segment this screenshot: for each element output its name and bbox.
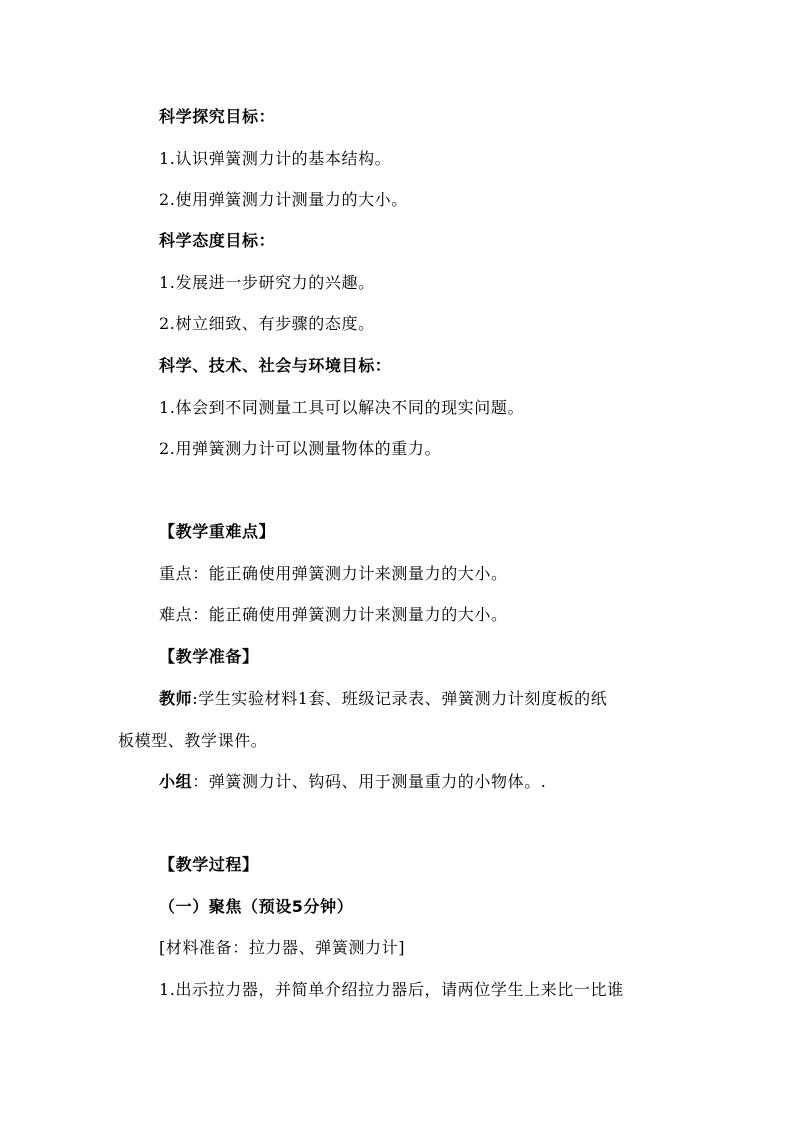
group-materials-text: ：弹簧测力计、钩码、用于测量重力的小物体。. xyxy=(192,772,547,791)
materials-preparation: [材料准备：拉力器、弹簧测力计] xyxy=(159,938,406,957)
process-heading: 【教学过程】 xyxy=(159,855,259,874)
teacher-materials-text: :学生实验材料1套、班级记录表、弹簧测力计刻度板的纸 xyxy=(192,689,608,708)
preparation-heading: 【教学准备】 xyxy=(159,647,259,666)
preparation-teacher-line xyxy=(159,688,607,710)
attitude-objectives-heading: 科学态度目标： xyxy=(159,231,276,250)
process-section-1-heading: （一）聚焦（预设5分钟） xyxy=(159,897,354,916)
teacher-label: 教师 xyxy=(159,689,193,708)
key-point-focus: 重点：能正确使用弹簧测力计来测量力的大小。 xyxy=(159,564,508,583)
group-label: 小组 xyxy=(159,772,193,791)
preparation-group-line xyxy=(159,771,547,793)
key-point-difficulty: 难点：能正确使用弹簧测力计来测量力的大小。 xyxy=(159,605,508,624)
key-points-heading: 【教学重难点】 xyxy=(159,522,276,541)
inquiry-objective-2: 2.使用弹簧测力计测量力的大小。 xyxy=(159,190,408,209)
stse-objectives-heading: 科学、技术、社会与环境目标： xyxy=(159,356,392,375)
process-step-1: 1.出示拉力器，并简单介绍拉力器后，请两位学生上来比一比谁 xyxy=(159,980,624,999)
attitude-objective-2: 2.树立细致、有步骤的态度。 xyxy=(159,314,375,333)
inquiry-objective-1: 1.认识弹簧测力计的基本结构。 xyxy=(159,149,392,168)
attitude-objective-1: 1.发展进一步研究力的兴趣。 xyxy=(159,273,375,292)
stse-objective-2: 2.用弹簧测力计可以测量物体的重力。 xyxy=(159,439,442,458)
inquiry-objectives-heading: 科学探究目标： xyxy=(159,107,276,126)
stse-objective-1: 1.体会到不同测量工具可以解决不同的现实问题。 xyxy=(159,398,525,417)
preparation-teacher-line-2: 板模型、教学课件。 xyxy=(118,731,268,750)
